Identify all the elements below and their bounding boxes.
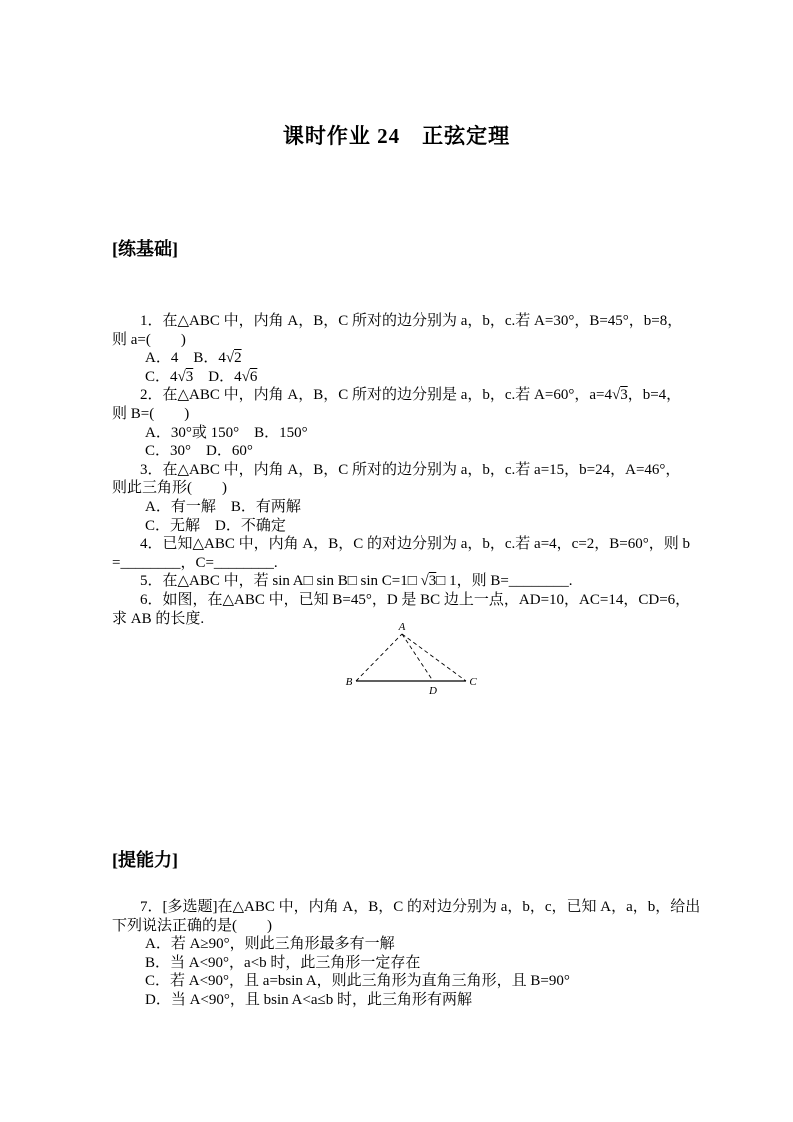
triangle-figure: [344, 619, 484, 701]
q3-line-2: 则此三角形( ): [112, 480, 227, 497]
page-title: 课时作业 24 正弦定理: [282, 124, 511, 148]
section-header-improve-ability: [提能力]: [112, 850, 178, 870]
vertex-label-b: B: [345, 676, 353, 688]
q5-line-1: 5．在△ABC 中，若 sin A□ sin B□ sin C=1□ √3□ 1，则 B=________.: [140, 573, 573, 590]
q7-option-d: D．当 A<90°，且 bsin A<a≤b 时，此三角形有两解: [145, 991, 472, 1008]
questions-basic-section: [112, 312, 712, 628]
q3-line-1: 3．在△ABC 中，内角 A，B，C 所对的边分别为 a，b，c.若 a=15，b=24，A=46°，: [140, 461, 681, 478]
edge-ac: [402, 634, 466, 681]
edge-ba: [356, 634, 402, 681]
questions-advanced-section: [112, 898, 712, 1010]
q4-line-1: 4．已知△ABC 中，内角 A，B，C 的对边分别为 a，b，c.若 a=4，c=2，B=60°，则 b: [140, 536, 690, 553]
q6-line-1: 6．如图，在△ABC 中，已知 B=45°，D 是 BC 边上一点，AD=10，AC=14，CD=6，: [140, 591, 691, 608]
q3-options-cd: C．无解 D．不确定: [145, 517, 286, 534]
q7-line-2: 下列说法正确的是( ): [112, 917, 272, 934]
section-header-practice-basics: [练基础]: [112, 239, 178, 259]
q7-option-a: A．若 A≥90°，则此三角形最多有一解: [145, 936, 395, 953]
vertex-label-c: C: [469, 676, 477, 688]
q7-option-b: B．当 A<90°，a<b 时，此三角形一定存在: [145, 954, 421, 971]
q1-line-2: 则 a=( ): [112, 331, 186, 348]
q7-option-c: C．若 A<90°，且 a=bsin A，则此三角形为直角三角形，且 B=90°: [145, 973, 570, 990]
q6-line-2: 求 AB 的长度.: [112, 610, 205, 627]
q4-line-2: =________，C=________.: [112, 554, 278, 571]
q3-options-ab: A．有一解 B．有两解: [145, 498, 301, 515]
q1-options-ab: A．4 B．4√2: [145, 350, 242, 367]
q1-line-1: 1．在△ABC 中，内角 A，B，C 所对的边分别为 a，b，c.若 A=30°，B=45°，b=8，: [140, 313, 683, 329]
point-label-d: D: [429, 685, 437, 697]
q2-line-2: 则 B=( ): [112, 405, 190, 422]
q1-options-cd: C．4√3 D．4√6: [145, 368, 258, 385]
vertex-label-a: A: [398, 621, 406, 633]
q2-options-ab: A．30°或 150° B．150°: [145, 424, 308, 441]
q2-options-cd: C．30° D．60°: [145, 443, 253, 460]
q7-line-1: 7．[多选题]在△ABC 中，内角 A，B，C 的对边分别为 a，b，c，已知 A，a，b，给出: [140, 899, 701, 915]
q2-line-1: 2．在△ABC 中，内角 A，B，C 所对的边分别是 a，b，c.若 A=60°，a=4√3，b=4，: [140, 387, 682, 404]
segment-ad: [402, 634, 433, 681]
